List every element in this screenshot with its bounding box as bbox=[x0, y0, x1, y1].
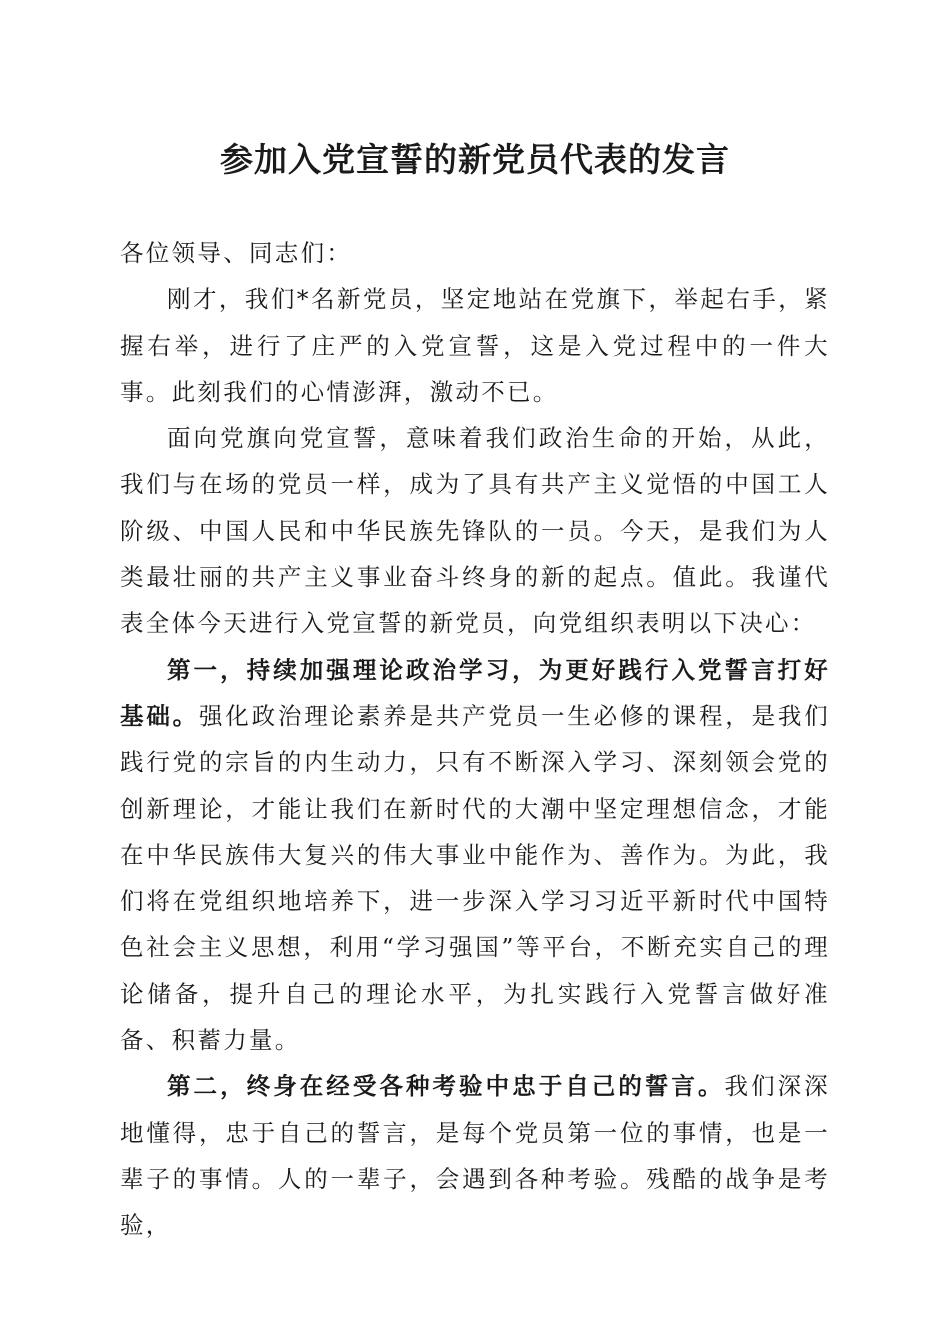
paragraph-2 bbox=[120, 415, 830, 646]
paragraph-1-text: 刚才，我们*名新党员，坚定地站在党旗下，举起右手，紧握右举，进行了庄严的入党宣誓，这是入党过程中的一件大事。此刻我们的心情澎湃，激动不已。 bbox=[120, 285, 830, 406]
document-title: 参加入党宣誓的新党员代表的发言 bbox=[220, 140, 730, 179]
paragraph-4-text: 我们深深地懂得，忠于自己的誓言，是每个党员第一位的事情，也是一辈子的事情。人的一辈子，会遇到各种考验。残酷的战争是考验， bbox=[120, 1072, 830, 1240]
paragraph-2-text: 面向党旗向党宣誓，意味着我们政治生命的开始，从此，我们与在场的党员一样，成为了具有共产主义觉悟的中国工人阶级、中国人民和中华民族先锋队的一员。今天，是我们为人类最壮丽的共产主义事业奋斗终身的新的起点。值此。我谨代表全体今天进行入党宣誓的新党员，向党组织表明以下决心： bbox=[120, 424, 830, 638]
paragraph-3-lead: 第一，持续加强理论政治学习，为更好践行入党誓言打好基础。 bbox=[120, 655, 830, 730]
paragraph-3-text: 强化政治理论素养是共产党员一生必修的课程，是我们践行党的宗旨的内生动力，只有不断深入学习、深刻领会党的创新理论，才能让我们在新时代的大潮中坚定理想信念，才能在中华民族伟大复兴的伟大事业中能作为、善作为。为此，我们将在党组织地培养下，进一步深入学习习近平新时代中国特色社会主义思想，利用“学习强国”等平台，不断充实自己的理论储备，提升自己的理论水平，为扎实践行入党誓言做好准备、积蓄力量。 bbox=[120, 701, 830, 1055]
salutation: 各位领导、同志们： bbox=[120, 239, 353, 267]
document-body bbox=[120, 230, 830, 1249]
paragraph-1 bbox=[120, 276, 830, 415]
paragraph-4-lead: 第二，终身在经受各种考验中忠于自己的誓言。 bbox=[167, 1072, 725, 1101]
paragraph-4 bbox=[120, 1063, 830, 1248]
paragraph-3 bbox=[120, 647, 830, 1064]
